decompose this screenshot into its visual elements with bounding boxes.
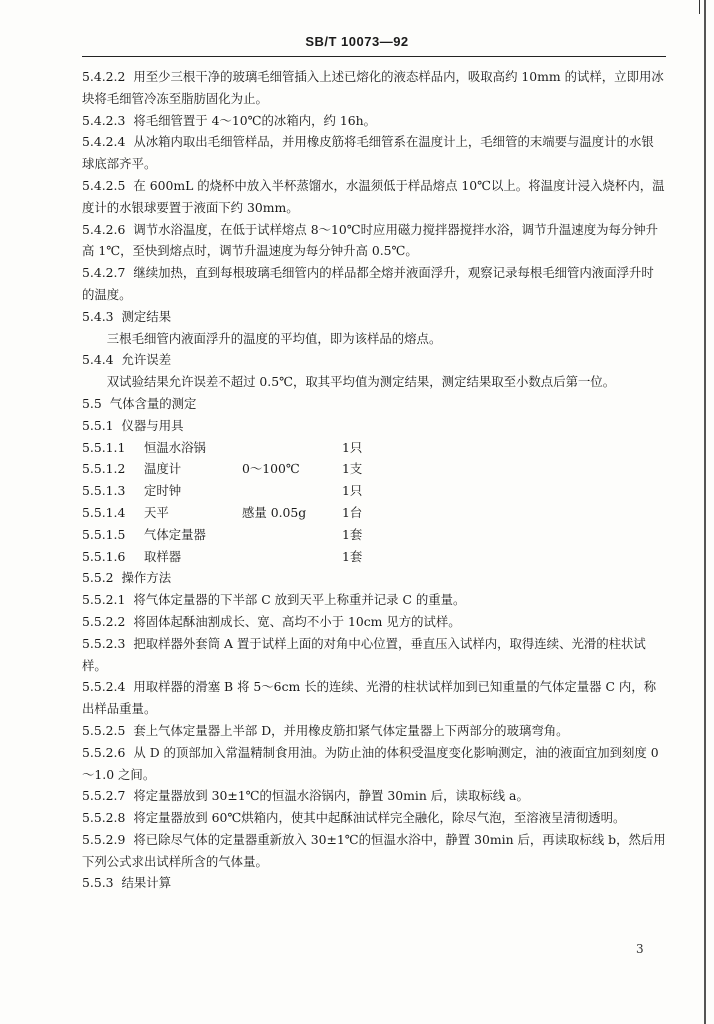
page-number: 3 (636, 942, 644, 956)
paragraph (82, 393, 666, 415)
paragraph (82, 306, 666, 328)
paragraph (82, 131, 666, 175)
equipment-name: 气体定量器 (144, 526, 206, 542)
clause-text: 从冰箱内取出毛细管样品，并用橡皮筋将毛细管系在温度计上，毛细管的末端要与温度计的水银球底部齐平。 (82, 134, 654, 172)
paragraph (82, 872, 666, 894)
equipment-spec (242, 524, 342, 546)
paragraph (82, 371, 666, 393)
clause-number: 5.4.4 (82, 352, 114, 368)
clause-number: 5.5.2.7 (82, 788, 126, 804)
clause-text: 结果计算 (121, 875, 172, 891)
clause-text: 将固体起酥油割成长、宽、高均不小于 10cm 见方的试样。 (133, 613, 461, 629)
paragraph (82, 720, 666, 742)
clause-text: 套上气体定量器上半部 D，并用橡皮筋扣紧气体定量器上下两部分的玻璃弯角。 (133, 722, 569, 738)
clause-text: 调节水浴温度，在低于试样熔点 8～10℃时应用磁力搅拌器搅拌水浴，调节升温速度为每分钟升高 1℃，至快到熔点时，调节升温速度为每分钟升高 0.5℃。 (82, 221, 659, 259)
equipment-item (82, 480, 666, 502)
clause-number: 5.5.2.4 (82, 679, 126, 695)
clause-text: 允许误差 (121, 352, 172, 368)
equipment-quantity: 1只 (342, 483, 363, 499)
equipment-quantity: 1只 (342, 439, 363, 455)
equipment-number: 5.5.1.1 (82, 439, 126, 455)
clause-text: 从 D 的顶部加入常温精制食用油。为防止油的体积受温度变化影响测定，油的液面宜加到刻度 0～1.0 之间。 (82, 744, 659, 782)
clause-text: 三根毛细管内液面浮升的温度的平均值，即为该样品的熔点。 (106, 330, 442, 346)
clause-number: 5.4.2.7 (82, 265, 126, 281)
equipment-quantity: 1支 (342, 461, 363, 477)
clause-text: 双试验结果允许误差不超过 0.5℃，取其平均值为测定结果，测定结果取至小数点后第一位。 (106, 374, 616, 390)
clause-text: 操作方法 (121, 570, 172, 586)
paragraph (82, 175, 666, 219)
clause-text: 将定量器放到 30±1℃的恒温水浴锅内，静置 30min 后，读取标线 a。 (133, 788, 529, 804)
paragraph (82, 349, 666, 371)
equipment-spec (242, 437, 342, 459)
paragraph (82, 785, 666, 807)
equipment-name: 取样器 (144, 548, 182, 564)
paragraph (82, 829, 666, 873)
section-after-equipment (82, 567, 666, 894)
clause-text: 将已除尽气体的定量器重新放入 30±1℃的恒温水浴中，静置 30min 后，再读取标线 b，然后用下列公式求出试样所含的气体量。 (82, 831, 666, 869)
clause-number: 5.5.2.2 (82, 613, 126, 629)
clause-number: 5.4.2.4 (82, 134, 126, 150)
equipment-item (82, 546, 666, 568)
equipment-quantity: 1套 (342, 526, 363, 542)
equipment-name: 定时钟 (144, 483, 182, 499)
clause-number: 5.4.3 (82, 308, 114, 324)
equipment-name: 恒温水浴锅 (144, 439, 206, 455)
equipment-quantity: 1套 (342, 548, 363, 564)
standard-code-header: SB/T 10073—92 (305, 34, 409, 49)
clause-text: 将毛细管置于 4～10℃的冰箱内，约 16h。 (133, 112, 376, 128)
clause-number: 5.5.2.1 (82, 592, 126, 608)
clause-text: 仪器与用具 (121, 417, 184, 433)
paragraph (82, 66, 666, 110)
clause-number: 5.5.3 (82, 875, 114, 891)
clause-number: 5.4.2.5 (82, 177, 126, 193)
equipment-list (82, 437, 666, 568)
paragraph (82, 676, 666, 720)
clause-text: 用取样器的滑塞 B 将 5～6cm 长的连续、光滑的柱状试样加到已知重量的气体定量器 C 内，称出样品重量。 (82, 679, 657, 717)
paragraph (82, 633, 666, 677)
clause-number: 5.5.2.6 (82, 744, 126, 760)
paragraph (82, 110, 666, 132)
clause-number: 5.5.2 (82, 570, 114, 586)
paragraph (82, 611, 666, 633)
equipment-name: 天平 (144, 504, 169, 520)
clause-text: 将气体定量器的下半部 C 放到天平上称重并记录 C 的重量。 (133, 592, 466, 608)
equipment-number: 5.5.1.5 (82, 526, 126, 542)
clause-text: 在 600mL 的烧杯中放入半杯蒸馏水，水温须低于样品熔点 10℃以上。将温度计浸入烧杯内，温度计的水银球要置于液面下约 30mm。 (82, 177, 665, 215)
equipment-item (82, 437, 666, 459)
document-body (82, 66, 666, 894)
paragraph (82, 262, 666, 306)
clause-number: 5.4.2.3 (82, 112, 126, 128)
paragraph (82, 567, 666, 589)
clause-text: 继续加热，直到每根玻璃毛细管内的样品都全熔并液面浮升，观察记录每根毛细管内液面浮升时的温度。 (82, 265, 654, 302)
page-edge (704, 0, 706, 1024)
clause-text: 将定量器放到 60℃烘箱内，使其中起酥油试样完全融化，除尽气泡，至溶液呈清彻透明。 (133, 810, 626, 826)
clause-number: 5.5.2.8 (82, 810, 126, 826)
paragraph (82, 807, 666, 829)
equipment-name: 温度计 (144, 461, 182, 477)
section-before-equipment (82, 66, 666, 437)
header-rule (82, 56, 666, 57)
paragraph (82, 415, 666, 437)
clause-number: 5.5.1 (82, 417, 114, 433)
equipment-spec (242, 480, 342, 502)
equipment-spec: 感量 0.05g (242, 504, 307, 520)
paragraph (82, 328, 666, 350)
clause-text: 气体含量的测定 (109, 395, 197, 411)
clause-text: 用至少三根干净的玻璃毛细管插入上述已熔化的液态样品内，吸取高约 10mm 的试样，立即用冰块将毛细管冷冻至脂肪固化为止。 (82, 69, 664, 106)
paragraph (82, 589, 666, 611)
paragraph (82, 219, 666, 263)
clause-number: 5.5.2.9 (82, 831, 126, 847)
clause-number: 5.5.2.3 (82, 635, 126, 651)
equipment-quantity: 1台 (342, 504, 363, 520)
clause-number: 5.4.2.6 (82, 221, 126, 237)
equipment-number: 5.5.1.2 (82, 461, 126, 477)
clause-number: 5.5 (82, 395, 102, 411)
corner-mark (699, 0, 700, 14)
equipment-number: 5.5.1.6 (82, 548, 126, 564)
equipment-item (82, 458, 666, 480)
equipment-item (82, 502, 666, 524)
equipment-spec: 0～100℃ (242, 461, 300, 477)
equipment-number: 5.5.1.4 (82, 504, 126, 520)
clause-number: 5.5.2.5 (82, 722, 126, 738)
equipment-spec (242, 546, 342, 568)
clause-number: 5.4.2.2 (82, 69, 126, 84)
paragraph (82, 742, 666, 786)
equipment-item (82, 524, 666, 546)
clause-text: 测定结果 (121, 308, 172, 324)
equipment-number: 5.5.1.3 (82, 483, 126, 499)
clause-text: 把取样器外套筒 A 置于试样上面的对角中心位置，垂直压入试样内，取得连续、光滑的柱状试样。 (82, 635, 646, 673)
